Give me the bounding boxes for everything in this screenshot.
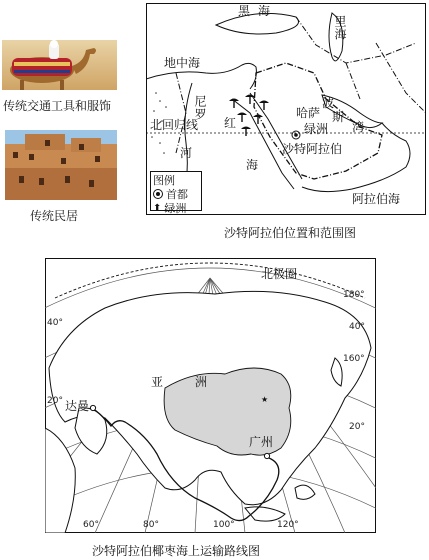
label-arabian-sea: 阿拉伯海 (352, 192, 401, 206)
degree-180: 180° (343, 290, 365, 300)
label-black-sea: 黑海 (238, 4, 279, 18)
palm-tree-icon: ⬆ (153, 202, 162, 214)
degree-20-right: 20° (349, 422, 365, 432)
label-persian-bo: 波 (322, 96, 335, 110)
label-gulf: 湾 (352, 120, 365, 134)
degree-160: 160° (343, 354, 365, 364)
label-country: 沙特阿拉伯 (282, 142, 343, 156)
label-oasis-word: 绿洲 (304, 122, 329, 136)
label-dammam: 达曼 (65, 399, 90, 413)
camel-photo (2, 40, 117, 90)
svg-text:★: ★ (261, 395, 269, 404)
label-guangzhou: 广州 (249, 435, 274, 449)
legend-title: 图例 (153, 174, 175, 187)
map1-caption: 沙特阿拉伯位置和范围图 (224, 226, 357, 240)
label-riyadh: 哈萨 (296, 106, 321, 120)
label-river: 河 (180, 146, 193, 160)
degree-40-right: 40° (349, 322, 365, 332)
legend-capital-label: 首都 (166, 188, 188, 201)
label-mediterranean: 地中海 (164, 56, 201, 70)
degree-100: 100° (213, 520, 235, 530)
label-arctic-circle: 北极圈 (261, 267, 298, 281)
map2-caption: 沙特阿拉伯椰枣海上运输路线图 (92, 544, 261, 558)
degree-40-left: 40° (47, 318, 63, 328)
house-photo (5, 130, 117, 200)
shipping-route-map (45, 258, 376, 533)
label-persian-si: 斯 (332, 110, 345, 124)
label-asia-zhou: 洲 (195, 375, 208, 389)
degree-120: 120° (277, 520, 299, 530)
label-caspian-sea: 里海 (333, 15, 347, 41)
map-legend (150, 171, 202, 215)
camel-caption: 传统交通工具和服饰 (3, 99, 112, 113)
house-caption: 传统民居 (30, 209, 79, 223)
degree-80: 80° (143, 520, 159, 530)
label-sea: 海 (246, 158, 259, 172)
degree-20-left: 20° (47, 396, 63, 406)
saudi-location-map (146, 3, 426, 215)
label-asia-ya: 亚 (151, 375, 164, 389)
label-nile: 尼罗 (193, 95, 207, 121)
label-red: 红 (224, 116, 237, 130)
degree-60: 60° (83, 520, 99, 530)
legend-oasis-label: 绿洲 (164, 202, 187, 215)
label-tropic: 北回归线 (150, 118, 199, 132)
capital-icon (153, 189, 163, 199)
